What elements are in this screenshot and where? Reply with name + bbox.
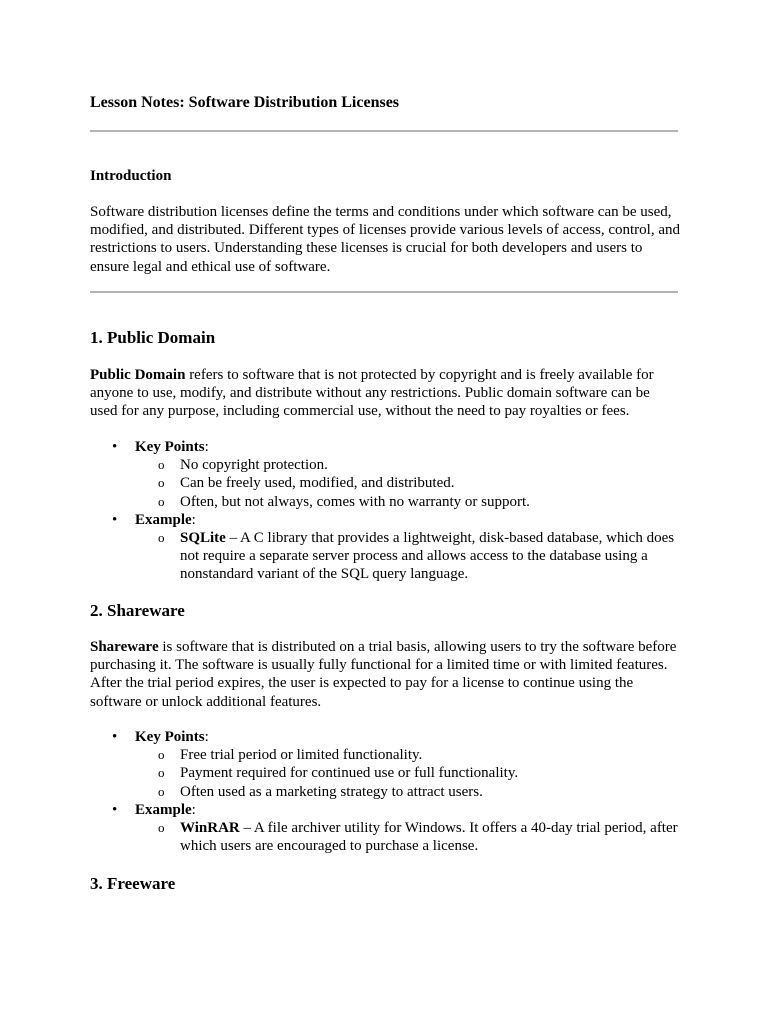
introduction-paragraph: Software distribution licenses define the terms and conditions under which software can be used, modified, and distributed. Different types of licenses provide various levels of access, control, and restrictions to users. Understanding these licenses is crucial for both developers and users to ensure legal and ethical use of software.: [90, 204, 680, 275]
section-heading-shareware: 2. Shareware: [90, 601, 185, 620]
sub-bullet-icon: o: [158, 475, 165, 491]
section-heading-public-domain: 1. Public Domain: [90, 328, 216, 347]
section-heading-freeware: 3. Freeware: [90, 874, 176, 893]
key-points-label: Key Points: [135, 729, 205, 745]
key-point-text: Free trial period or limited functionality.: [180, 747, 423, 764]
public-domain-definition: refers to software that is not protected by copyright and is freely available for anyone to use, modify, and distribute without any restrictions. Public domain software can be used for any purpose, including commercial use, without the need to pay royalties or fees.: [90, 367, 654, 420]
shareware-paragraph: [90, 638, 680, 711]
key-point-text: Often used as a marketing strategy to attract users.: [180, 783, 483, 800]
list-item: [90, 456, 680, 474]
key-point-text: Often, but not always, comes with no warranty or support.: [180, 493, 530, 510]
example-name: WinRAR: [180, 820, 240, 837]
shareware-list: [90, 728, 680, 855]
colon: :: [191, 511, 196, 528]
key-points-item: [90, 438, 680, 511]
list-item: [90, 493, 680, 511]
example-sublist: [135, 529, 680, 584]
sub-bullet-icon: o: [158, 765, 165, 781]
bullet-icon: •: [112, 511, 118, 528]
list-item: [90, 529, 680, 584]
example-description: – A C library that provides a lightweight, disk-based database, which does not require a separate server process and allows access to the database using a nonstandard variant of the SQL query language.: [180, 530, 675, 583]
horizontal-rule: [90, 130, 678, 132]
sub-bullet-icon: o: [158, 457, 165, 473]
bullet-icon: •: [112, 801, 118, 818]
example-item: [90, 511, 680, 584]
sub-bullet-icon: o: [158, 530, 165, 546]
list-item: [90, 474, 680, 492]
key-points-sublist: [135, 456, 680, 511]
sub-bullet-icon: o: [158, 820, 165, 836]
bullet-icon: •: [112, 439, 118, 455]
key-point-text: No copyright protection.: [180, 457, 328, 474]
example-name: SQLite: [180, 530, 226, 547]
bullet-icon: •: [112, 729, 118, 745]
colon: :: [204, 439, 209, 455]
public-domain-paragraph: [90, 366, 680, 421]
horizontal-rule: [90, 291, 678, 293]
document-title: Lesson Notes: Software Distribution Licenses: [90, 94, 400, 111]
example-label: Example: [135, 511, 192, 528]
key-point-text: Payment required for continued use or full functionality.: [180, 765, 519, 782]
list-item: [90, 819, 680, 855]
public-domain-term: Public Domain: [90, 367, 186, 383]
public-domain-list: [90, 438, 680, 584]
introduction-heading: Introduction: [90, 168, 172, 184]
list-item: [90, 783, 680, 801]
example-sublist: [135, 819, 680, 855]
example-description: – A file archiver utility for Windows. It offers a 40-day trial period, after which users are encouraged to purchase a license.: [180, 820, 678, 855]
key-point-text: Can be freely used, modified, and distributed.: [180, 475, 455, 492]
colon: :: [204, 729, 209, 745]
list-item: [90, 764, 680, 782]
sub-bullet-icon: o: [158, 493, 165, 509]
example-item: [90, 801, 680, 856]
key-points-sublist: [135, 746, 680, 801]
colon: :: [191, 801, 196, 818]
list-item: [90, 746, 680, 764]
key-points-item: [90, 728, 680, 801]
example-label: Example: [135, 801, 192, 818]
key-points-label: Key Points: [135, 439, 205, 455]
shareware-term: Shareware: [90, 639, 159, 655]
shareware-definition: is software that is distributed on a trial basis, allowing users to try the software before purchasing it. The software is usually fully functional for a limited time or with limited features. After the trial period expires, the user is expected to pay for a license to continue using the software or unlock additional features.: [90, 639, 677, 710]
sub-bullet-icon: o: [158, 783, 165, 799]
sub-bullet-icon: o: [158, 747, 165, 763]
